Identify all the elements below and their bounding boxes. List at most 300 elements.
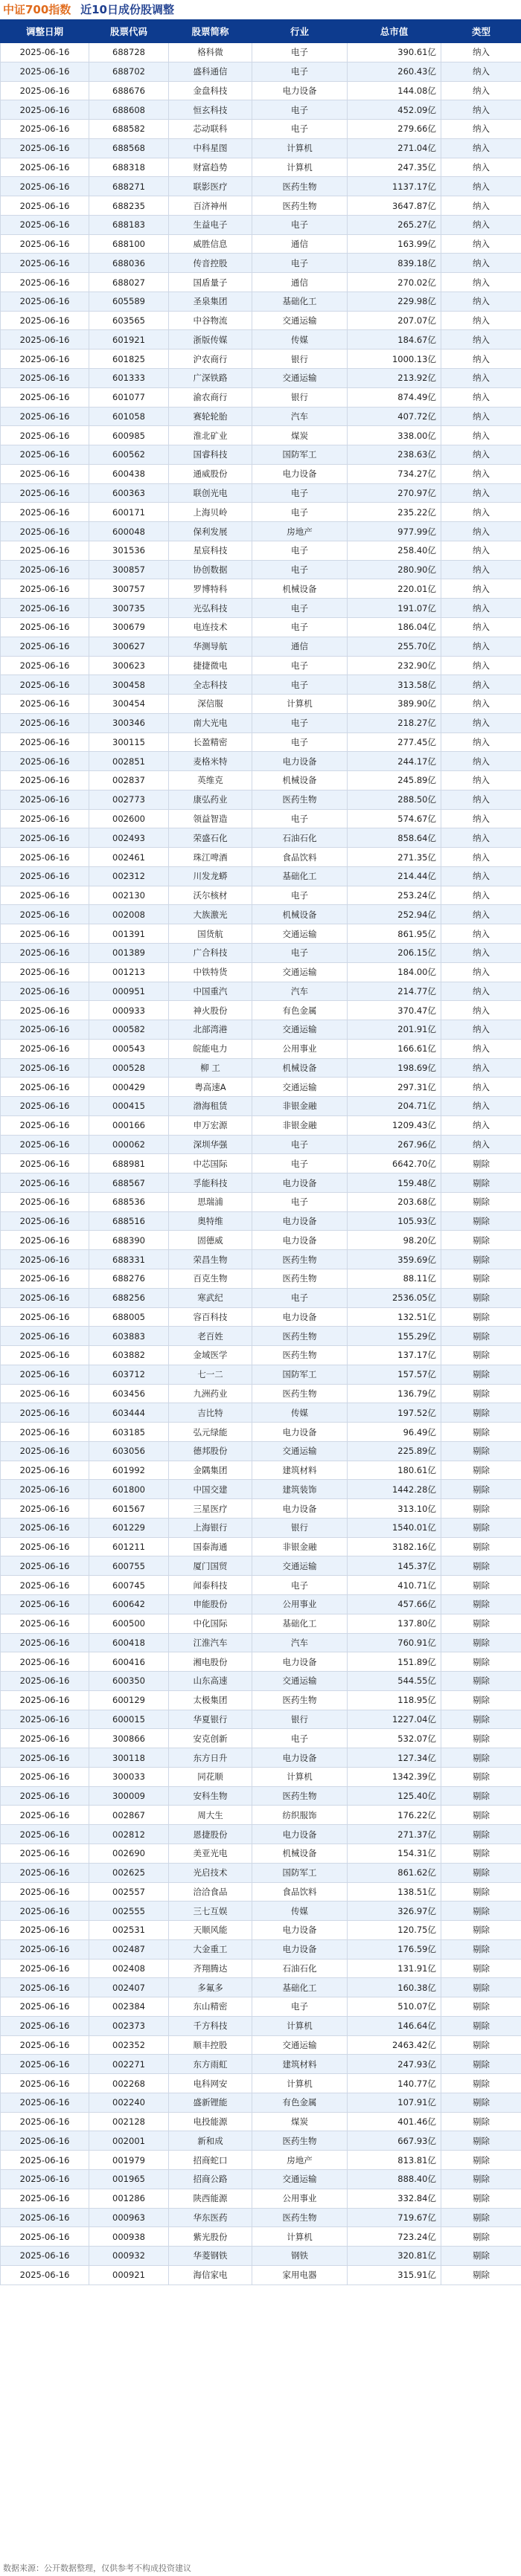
code-cell: 002001	[89, 2131, 169, 2151]
table-row	[1, 924, 521, 944]
name-cell: 中科星图	[169, 138, 252, 158]
name-cell: 山东高速	[169, 1672, 252, 1691]
industry-cell: 食品饮料	[252, 848, 348, 867]
name-cell: 渝农商行	[169, 387, 252, 407]
name-cell: 东方日升	[169, 1748, 252, 1768]
industry-cell: 机械设备	[252, 1058, 348, 1078]
date-cell: 2025-06-16	[1, 196, 89, 216]
date-cell: 2025-06-16	[1, 1537, 89, 1556]
date-cell: 2025-06-16	[1, 120, 89, 139]
industry-cell: 交通运输	[252, 369, 348, 388]
industry-cell: 银行	[252, 1518, 348, 1537]
type-cell: 剔除	[441, 1250, 521, 1269]
table-row	[1, 1211, 521, 1231]
industry-cell: 电子	[252, 1997, 348, 2017]
name-cell: 电科网安	[169, 2074, 252, 2093]
market-cap-cell: 977.99亿	[348, 522, 441, 541]
code-cell: 000062	[89, 1135, 169, 1154]
table-row	[1, 1020, 521, 1040]
type-cell: 纳入	[441, 1039, 521, 1058]
table-row	[1, 445, 521, 465]
market-cap-cell: 719.67亿	[348, 2208, 441, 2227]
industry-cell: 机械设备	[252, 905, 348, 924]
type-cell: 纳入	[441, 790, 521, 809]
type-cell: 纳入	[441, 1135, 521, 1154]
date-cell: 2025-06-16	[1, 1288, 89, 1307]
table-row	[1, 387, 521, 407]
industry-cell: 医药生物	[252, 2131, 348, 2151]
market-cap-cell: 258.40亿	[348, 541, 441, 560]
name-cell: 广合科技	[169, 943, 252, 962]
date-cell: 2025-06-16	[1, 1001, 89, 1020]
code-cell: 600350	[89, 1672, 169, 1691]
market-cap-cell: 98.20亿	[348, 1231, 441, 1250]
industry-cell: 电子	[252, 732, 348, 752]
industry-cell: 电力设备	[252, 752, 348, 771]
industry-cell: 电子	[252, 599, 348, 618]
code-cell: 600438	[89, 464, 169, 483]
market-cap-cell: 297.31亿	[348, 1078, 441, 1097]
name-cell: 百济神州	[169, 196, 252, 216]
market-cap-cell: 220.01亿	[348, 579, 441, 599]
table-row	[1, 62, 521, 81]
type-cell: 剔除	[441, 1844, 521, 1863]
code-cell: 002600	[89, 809, 169, 828]
industry-cell: 医药生物	[252, 196, 348, 216]
code-cell: 300033	[89, 1767, 169, 1786]
code-cell: 600048	[89, 522, 169, 541]
market-cap-cell: 6642.70亿	[348, 1154, 441, 1173]
industry-cell: 机械设备	[252, 1844, 348, 1863]
industry-cell: 电力设备	[252, 464, 348, 483]
industry-cell: 公用事业	[252, 1595, 348, 1614]
table-row	[1, 1806, 521, 1825]
date-cell: 2025-06-16	[1, 1556, 89, 1576]
name-cell: 华菱钢铁	[169, 2247, 252, 2266]
date-cell: 2025-06-16	[1, 828, 89, 848]
date-cell: 2025-06-16	[1, 369, 89, 388]
type-cell: 剔除	[441, 1384, 521, 1403]
table-row	[1, 2074, 521, 2093]
market-cap-cell: 338.00亿	[348, 426, 441, 445]
code-cell: 601211	[89, 1537, 169, 1556]
date-cell: 2025-06-16	[1, 1595, 89, 1614]
code-cell: 000921	[89, 2265, 169, 2284]
market-cap-cell: 252.94亿	[348, 905, 441, 924]
table-row	[1, 311, 521, 330]
code-cell: 601921	[89, 330, 169, 350]
market-cap-cell: 2536.05亿	[348, 1288, 441, 1307]
industry-cell: 电子	[252, 215, 348, 234]
market-cap-cell: 401.46亿	[348, 2112, 441, 2131]
industry-cell: 计算机	[252, 2074, 348, 2093]
table-row	[1, 2265, 521, 2284]
table-row	[1, 2247, 521, 2266]
name-cell: 上海贝岭	[169, 503, 252, 522]
market-cap-cell: 270.97亿	[348, 483, 441, 503]
table-row	[1, 100, 521, 120]
table-row	[1, 1767, 521, 1786]
type-cell: 纳入	[441, 541, 521, 560]
table-row	[1, 2112, 521, 2131]
date-cell: 2025-06-16	[1, 943, 89, 962]
code-cell: 688100	[89, 234, 169, 254]
industry-cell: 家用电器	[252, 2265, 348, 2284]
industry-cell: 计算机	[252, 138, 348, 158]
name-cell: 光启技术	[169, 1863, 252, 1882]
table-row	[1, 866, 521, 886]
market-cap-cell: 107.91亿	[348, 2093, 441, 2112]
name-cell: 深圳华强	[169, 1135, 252, 1154]
type-cell: 剔除	[441, 1192, 521, 1211]
name-cell: 天顺风能	[169, 1921, 252, 1940]
industry-cell: 银行	[252, 1710, 348, 1729]
date-cell: 2025-06-16	[1, 62, 89, 81]
industry-cell: 建筑材料	[252, 1461, 348, 1480]
date-cell: 2025-06-16	[1, 138, 89, 158]
market-cap-cell: 88.11亿	[348, 1269, 441, 1289]
market-cap-cell: 127.34亿	[348, 1748, 441, 1768]
table-row	[1, 560, 521, 579]
table-row	[1, 541, 521, 560]
table-row	[1, 2055, 521, 2074]
type-cell: 纳入	[441, 579, 521, 599]
industry-cell: 交通运输	[252, 1020, 348, 1040]
name-cell: 电投能源	[169, 2112, 252, 2131]
market-cap-cell: 271.37亿	[348, 1825, 441, 1844]
type-cell: 剔除	[441, 1595, 521, 1614]
industry-cell: 电子	[252, 1135, 348, 1154]
code-cell: 601992	[89, 1461, 169, 1480]
market-cap-cell: 271.35亿	[348, 848, 441, 867]
type-cell: 剔除	[441, 1863, 521, 1882]
name-cell: 思瑞浦	[169, 1192, 252, 1211]
date-cell: 2025-06-16	[1, 1039, 89, 1058]
name-cell: 粤高速A	[169, 1078, 252, 1097]
code-cell: 300458	[89, 675, 169, 695]
table-row	[1, 695, 521, 714]
type-cell: 纳入	[441, 637, 521, 656]
market-cap-cell: 813.81亿	[348, 2151, 441, 2170]
market-cap-cell: 510.07亿	[348, 1997, 441, 2017]
market-cap-cell: 176.59亿	[348, 1939, 441, 1959]
market-cap-cell: 198.69亿	[348, 1058, 441, 1078]
market-cap-cell: 407.72亿	[348, 407, 441, 426]
code-cell: 600745	[89, 1576, 169, 1595]
date-cell: 2025-06-16	[1, 2035, 89, 2055]
market-cap-cell: 457.66亿	[348, 1595, 441, 1614]
industry-cell: 电子	[252, 1192, 348, 1211]
market-cap-cell: 390.61亿	[348, 43, 441, 62]
name-cell: 赛轮轮胎	[169, 407, 252, 426]
market-cap-cell: 213.92亿	[348, 369, 441, 388]
date-cell: 2025-06-16	[1, 1672, 89, 1691]
type-cell: 剔除	[441, 1269, 521, 1289]
name-cell: 捷捷微电	[169, 656, 252, 675]
industry-cell: 汽车	[252, 1633, 348, 1652]
industry-cell: 医药生物	[252, 1690, 348, 1710]
date-cell: 2025-06-16	[1, 1403, 89, 1423]
table-row	[1, 1786, 521, 1806]
industry-cell: 医药生物	[252, 1250, 348, 1269]
date-cell: 2025-06-16	[1, 1441, 89, 1461]
market-cap-cell: 332.84亿	[348, 2189, 441, 2208]
code-cell: 603883	[89, 1327, 169, 1346]
table-row	[1, 1652, 521, 1672]
industry-cell: 机械设备	[252, 771, 348, 790]
code-cell: 002008	[89, 905, 169, 924]
industry-cell: 电子	[252, 100, 348, 120]
type-cell: 剔除	[441, 1327, 521, 1346]
industry-cell: 非银金融	[252, 1097, 348, 1116]
industry-cell: 医药生物	[252, 1346, 348, 1365]
date-cell: 2025-06-16	[1, 43, 89, 62]
table-row	[1, 1327, 521, 1346]
code-cell: 001391	[89, 924, 169, 944]
type-cell: 纳入	[441, 771, 521, 790]
market-cap-cell: 280.90亿	[348, 560, 441, 579]
name-cell: 百克生物	[169, 1269, 252, 1289]
code-cell: 300735	[89, 599, 169, 618]
name-cell: 领益智造	[169, 809, 252, 828]
type-cell: 剔除	[441, 1882, 521, 1902]
type-cell: 纳入	[441, 599, 521, 618]
type-cell: 纳入	[441, 713, 521, 732]
table-row	[1, 2131, 521, 2151]
market-cap-cell: 201.91亿	[348, 1020, 441, 1040]
name-cell: 厦门国贸	[169, 1556, 252, 1576]
date-cell: 2025-06-16	[1, 599, 89, 618]
code-cell: 603056	[89, 1441, 169, 1461]
market-cap-cell: 410.71亿	[348, 1576, 441, 1595]
type-cell: 剔除	[441, 2227, 521, 2247]
industry-cell: 电子	[252, 1288, 348, 1307]
name-cell: 罗博特科	[169, 579, 252, 599]
table-row	[1, 732, 521, 752]
type-cell: 剔除	[441, 2093, 521, 2112]
name-cell: 洽洽食品	[169, 1882, 252, 1902]
industry-cell: 传媒	[252, 1403, 348, 1423]
type-cell: 纳入	[441, 1001, 521, 1020]
type-cell: 剔除	[441, 1154, 521, 1173]
name-cell: 多氟多	[169, 1978, 252, 1997]
code-cell: 300346	[89, 713, 169, 732]
date-cell: 2025-06-16	[1, 1863, 89, 1882]
name-cell: 千方科技	[169, 2016, 252, 2035]
code-cell: 688318	[89, 158, 169, 177]
industry-cell: 基础化工	[252, 866, 348, 886]
date-cell: 2025-06-16	[1, 1173, 89, 1193]
market-cap-cell: 132.51亿	[348, 1307, 441, 1327]
name-cell: 陕西能源	[169, 2189, 252, 2208]
type-cell: 剔除	[441, 1921, 521, 1940]
table-row	[1, 254, 521, 273]
table-row	[1, 617, 521, 637]
code-cell: 300679	[89, 617, 169, 637]
name-cell: 九洲药业	[169, 1384, 252, 1403]
table-row	[1, 350, 521, 369]
index-name: 中证700指数	[3, 3, 71, 16]
table-row	[1, 809, 521, 828]
date-cell: 2025-06-16	[1, 1710, 89, 1729]
name-cell: 申能股份	[169, 1595, 252, 1614]
date-cell: 2025-06-16	[1, 732, 89, 752]
table-row	[1, 1154, 521, 1173]
date-cell: 2025-06-16	[1, 1844, 89, 1863]
market-cap-cell: 159.48亿	[348, 1173, 441, 1193]
code-cell: 002461	[89, 848, 169, 867]
date-cell: 2025-06-16	[1, 1461, 89, 1480]
table-row	[1, 1173, 521, 1193]
date-cell: 2025-06-16	[1, 2131, 89, 2151]
table-row	[1, 2035, 521, 2055]
type-cell: 剔除	[441, 2151, 521, 2170]
table-row	[1, 369, 521, 388]
name-cell: 东山精密	[169, 1997, 252, 2017]
type-cell: 剔除	[441, 1825, 521, 1844]
name-cell: 淮北矿业	[169, 426, 252, 445]
date-cell: 2025-06-16	[1, 1978, 89, 1997]
name-cell: 弘元绿能	[169, 1423, 252, 1442]
industry-cell: 公用事业	[252, 2189, 348, 2208]
type-cell: 纳入	[441, 138, 521, 158]
date-cell: 2025-06-16	[1, 962, 89, 982]
date-cell: 2025-06-16	[1, 100, 89, 120]
name-cell: 大族激光	[169, 905, 252, 924]
type-cell: 纳入	[441, 924, 521, 944]
type-cell: 纳入	[441, 81, 521, 100]
code-cell: 000429	[89, 1078, 169, 1097]
date-cell: 2025-06-16	[1, 1231, 89, 1250]
date-cell: 2025-06-16	[1, 177, 89, 196]
date-cell: 2025-06-16	[1, 407, 89, 426]
table-row	[1, 1690, 521, 1710]
date-cell: 2025-06-16	[1, 273, 89, 292]
code-cell: 600562	[89, 445, 169, 465]
name-cell: 中国交建	[169, 1480, 252, 1499]
code-cell: 603185	[89, 1423, 169, 1442]
table-row	[1, 1556, 521, 1576]
code-cell: 688676	[89, 81, 169, 100]
industry-cell: 电子	[252, 62, 348, 81]
type-cell: 剔除	[441, 1997, 521, 2017]
type-cell: 纳入	[441, 483, 521, 503]
date-cell: 2025-06-16	[1, 713, 89, 732]
name-cell: 长盈精密	[169, 732, 252, 752]
code-cell: 601825	[89, 350, 169, 369]
type-cell: 纳入	[441, 158, 521, 177]
name-cell: 奥特维	[169, 1211, 252, 1231]
name-cell: 传音控股	[169, 254, 252, 273]
date-cell: 2025-06-16	[1, 560, 89, 579]
industry-cell: 交通运输	[252, 1078, 348, 1097]
date-cell: 2025-06-16	[1, 924, 89, 944]
type-cell: 剔除	[441, 1576, 521, 1595]
date-cell: 2025-06-16	[1, 483, 89, 503]
type-cell: 纳入	[441, 464, 521, 483]
table-row	[1, 158, 521, 177]
date-cell: 2025-06-16	[1, 637, 89, 656]
date-cell: 2025-06-16	[1, 1115, 89, 1135]
name-cell: 中谷物流	[169, 311, 252, 330]
industry-cell: 石油石化	[252, 828, 348, 848]
code-cell: 300454	[89, 695, 169, 714]
industry-cell: 国防军工	[252, 445, 348, 465]
market-cap-cell: 260.43亿	[348, 62, 441, 81]
table-row	[1, 1844, 521, 1863]
name-cell: 盛科通信	[169, 62, 252, 81]
type-cell: 剔除	[441, 2265, 521, 2284]
industry-cell: 交通运输	[252, 2035, 348, 2055]
market-cap-cell: 105.93亿	[348, 1211, 441, 1231]
date-cell: 2025-06-16	[1, 234, 89, 254]
industry-cell: 电力设备	[252, 1652, 348, 1672]
table-row	[1, 1537, 521, 1556]
table-row	[1, 1384, 521, 1403]
industry-cell: 建筑装饰	[252, 1480, 348, 1499]
code-cell: 600418	[89, 1633, 169, 1652]
type-cell: 纳入	[441, 560, 521, 579]
code-cell: 600985	[89, 426, 169, 445]
code-cell: 601229	[89, 1518, 169, 1537]
market-cap-cell: 723.24亿	[348, 2227, 441, 2247]
industry-cell: 食品饮料	[252, 1882, 348, 1902]
name-cell: 星宸科技	[169, 541, 252, 560]
name-cell: 太极集团	[169, 1690, 252, 1710]
date-cell: 2025-06-16	[1, 158, 89, 177]
type-cell: 剔除	[441, 1173, 521, 1193]
date-cell: 2025-06-16	[1, 1058, 89, 1078]
code-cell: 600015	[89, 1710, 169, 1729]
name-cell: 华测导航	[169, 637, 252, 656]
market-cap-cell: 155.29亿	[348, 1327, 441, 1346]
market-cap-cell: 245.89亿	[348, 771, 441, 790]
name-cell: 华东医药	[169, 2208, 252, 2227]
date-cell: 2025-06-16	[1, 330, 89, 350]
table-body	[1, 43, 521, 2285]
date-cell: 2025-06-16	[1, 1269, 89, 1289]
code-cell: 688331	[89, 1250, 169, 1269]
code-cell: 688728	[89, 43, 169, 62]
type-cell: 剔除	[441, 1767, 521, 1786]
table-row	[1, 273, 521, 292]
date-cell: 2025-06-16	[1, 1652, 89, 1672]
table-row	[1, 1882, 521, 1902]
name-cell: 中芯国际	[169, 1154, 252, 1173]
name-cell: 深信服	[169, 695, 252, 714]
market-cap-cell: 218.27亿	[348, 713, 441, 732]
code-cell: 001979	[89, 2151, 169, 2170]
type-cell: 剔除	[441, 1441, 521, 1461]
name-cell: 中铁特货	[169, 962, 252, 982]
date-cell: 2025-06-16	[1, 464, 89, 483]
industry-cell: 电力设备	[252, 1231, 348, 1250]
type-cell: 纳入	[441, 311, 521, 330]
type-cell: 纳入	[441, 675, 521, 695]
type-cell: 剔除	[441, 1633, 521, 1652]
type-cell: 纳入	[441, 177, 521, 196]
market-cap-cell: 138.51亿	[348, 1882, 441, 1902]
name-cell: 渤海租赁	[169, 1097, 252, 1116]
table-row	[1, 962, 521, 982]
code-cell: 600129	[89, 1690, 169, 1710]
code-cell: 002557	[89, 1882, 169, 1902]
code-cell: 688516	[89, 1211, 169, 1231]
table-row	[1, 1748, 521, 1768]
table-row	[1, 1499, 521, 1519]
table-row	[1, 886, 521, 905]
table-row	[1, 713, 521, 732]
